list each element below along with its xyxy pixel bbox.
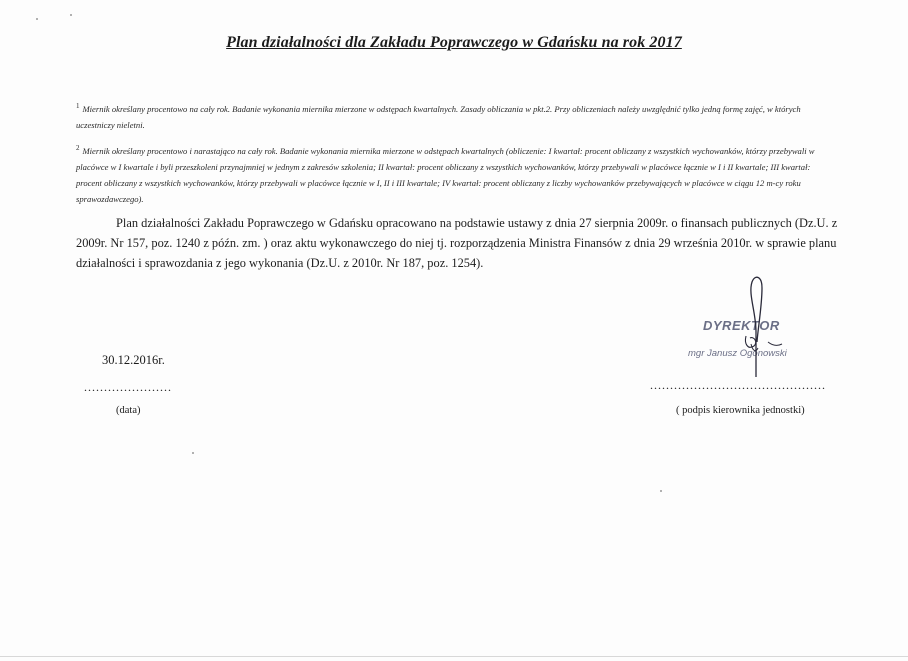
legal-basis-text: Plan działalności Zakładu Poprawczego w Gdańsku opracowano na podstawie ustawy z dnia 27 sierpnia 2009r. o finansach publicznych (Dz.U. z 2009r. Nr 157, poz. 1240 z późn. zm. ) oraz aktu wykonawczego do niej tj. rozporządzenia Ministra Finansów z dnia 29 września 2010r. w sprawie planu działalności i sprawozdania z jego wykonania (Dz.U. z 2010r. Nr 187, poz. 1254). bbox=[76, 216, 838, 270]
footnote-marker: 2 bbox=[76, 144, 80, 152]
scan-edge bbox=[0, 656, 908, 657]
scan-speck bbox=[660, 490, 662, 492]
footnote-text: Miernik określany procentowo i narastająco na cały rok. Badanie wykonania miernika mierzone w odstępach kwartalnych (obliczenie: I kwartał: procent obliczany z wszystkich wychowanków, którzy przebywali w placówce w I kwartale i byli przeszkoleni przynajmniej w jednym z zakresów szkolenia; II kwartał: procent obliczany z wszystkich wychowanków, którzy przebywali w placówce łącznie w I i II kwartale; III kwartał: procent obliczany z wszystkich wychowanków, którzy przebywali w placówce łącznie w I, II i III kwartale; IV kwartał: procent obliczany z liczby wychowanków przebywających w placówce w ciągu 12 m-cy roku sprawozdawczego). bbox=[76, 146, 815, 204]
director-stamp-title: DYREKTOR bbox=[703, 318, 780, 333]
footnote-1 bbox=[76, 98, 836, 133]
document-title: Plan działalności dla Zakładu Poprawczego w Gdańsku na rok 2017 bbox=[226, 34, 682, 51]
scan-speck bbox=[70, 14, 72, 16]
scan-speck bbox=[192, 452, 194, 454]
date-value: 30.12.2016r. bbox=[102, 353, 165, 367]
handwritten-signature bbox=[718, 272, 798, 382]
footnote-text: Miernik określany procentowo na cały rok. Badanie wykonania miernika mierzone w odstępach kwartalnych. Zasady obliczania w pkt.2. Przy obliczeniach należy uwzględnić tylko jedną formę zajęć, w których uczestniczy nieletni. bbox=[76, 104, 801, 130]
footnote-marker: 1 bbox=[76, 102, 80, 110]
signature-dotted-line: ............................................ bbox=[650, 378, 826, 392]
signature-label: ( podpis kierownika jednostki) bbox=[676, 405, 805, 416]
scan-speck bbox=[36, 18, 38, 20]
legal-basis-paragraph bbox=[76, 213, 846, 273]
date-label: (data) bbox=[116, 405, 141, 416]
director-stamp-name: mgr Janusz Ogonowski bbox=[688, 348, 787, 359]
footnote-2 bbox=[76, 140, 836, 207]
date-dotted-line: ...................... bbox=[84, 380, 172, 394]
